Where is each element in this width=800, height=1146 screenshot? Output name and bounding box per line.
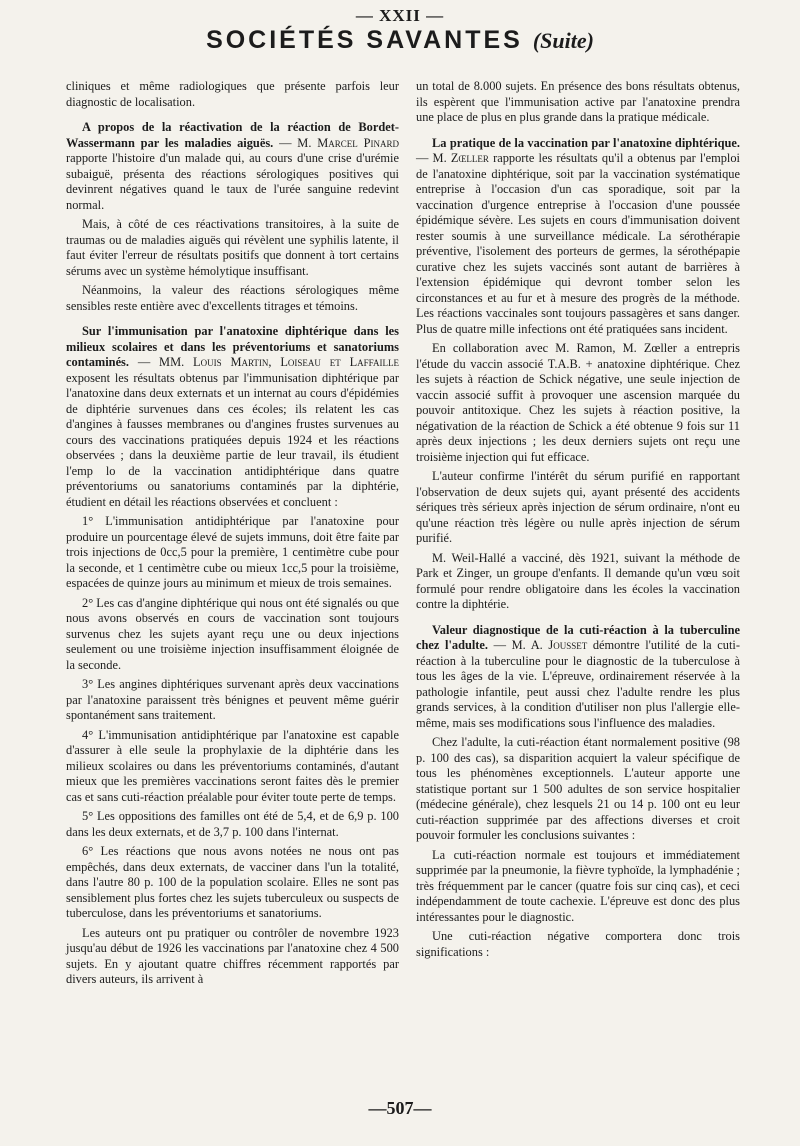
roman-page-number: — XXII — — [355, 6, 445, 25]
section-header — [0, 26, 800, 55]
paragraph-text: 1° L'immunisation antidiphtérique par l'anatoxine pour produire un pourcentage élevé de sujets immuns, doit être faite par trois injections de 0cc,5 pour la première, 1 centimètre cube pour la seconde, et 1 centimètre cube ou mieux 1cc,5 pour la troisième, espacées de quinze jours au minimum et mieux de trois semaines. — [66, 514, 399, 590]
paragraph — [66, 809, 399, 840]
paragraph — [416, 735, 740, 844]
left-column — [66, 79, 399, 992]
paragraph — [66, 596, 399, 674]
paragraph-text: cliniques et même radiologiques que présente parfois leur diagnostic de localisation. — [66, 79, 399, 109]
section-paragraph — [66, 120, 399, 213]
section-paragraph — [66, 324, 399, 510]
paragraph — [416, 551, 740, 613]
paragraph-text: La cuti-réaction normale est toujours et immédiatement supprimée par la pneumonie, la fièvre typhoïde, la lymphadénie ; très fréquemment par le cancer (quatre fois sur cinq cas), et ceci indépendamment de toute cachexie. L'épreuve est donc des plus intéressantes pour le diagnostic. — [416, 847, 740, 924]
paragraph-text: 5° Les oppositions des familles ont été de 5,4, et de 6,9 p. 100 dans les deux externats, et de 3,7 p. 100 dans l'internat. — [66, 809, 399, 839]
paragraph — [416, 848, 740, 926]
paragraph — [66, 926, 399, 988]
paragraph-text: En collaboration avec M. Ramon, M. Zœller a entrepris l'étude du vaccin associé T.A.B. + anatoxine diphtérique. Chez les sujets à réaction de Schick négative, une seule injection de vaccin associé suffit à provoquer une ascension marquée du pouvoir antitoxique. Chez les sujets à réaction positive, la négativation de la réaction de Schick a été obtenue 9 fois sur 11 après deux injections ; les deux derniers sujets ont reçu une troisième injection qui fut efficace. — [416, 341, 740, 464]
paragraph — [416, 929, 740, 960]
paragraph-text: Mais, à côté de ces réactivations transitoires, à la suite de traumas ou de maladies aiguës qui révèlent une syphilis latente, il faut éviter l'erreur de résultats positifs que donnent à tort certains sérums avec un système hémolytique insuffisant. — [66, 217, 399, 278]
paragraph-text: Les auteurs ont pu pratiquer ou contrôler de novembre 1923 jusqu'au début de 1926 les vaccinations par l'anatoxine chez 4 500 sujets. En y ajoutant quatre chiffres récemment rapportés par divers auteurs, ils arrivent à — [66, 925, 399, 986]
paragraph-text: L'auteur confirme l'intérêt du sérum purifié en rapportant l'observation de deux sujets qui, ayant présenté des accidents sériques très sérieux après injection de sérum ordinaire, n'ont eu qu'une réaction très légère ou nulle après injection de sérum purifié. — [416, 469, 740, 545]
continued-paragraph — [66, 79, 399, 110]
paragraph — [66, 728, 399, 806]
paragraph-text: démontre l'utilité de la cuti-réaction à la tuberculine pour le diagnostic de la tuberculose à tous les âges de la vie. L'épreuve, ordinairement réservée à la pathologie infantile, peut aussi chez l'adulte rendre les plus grands services, à la condition d'utiliser non plus l'allergie elle-même, mais ses modifications sous l'influence des maladies. — [416, 638, 740, 730]
section-author: — MM. Louis Martin, Loiseau et Laffaille — [128, 355, 399, 369]
paragraph — [66, 677, 399, 724]
paragraph-text: 4° L'immunisation antidiphtérique par l'anatoxine est capable d'assurer à elle seule la prophylaxie de la diphtérie dans les milieux scolaires ou dans les préventoriums contaminés, d'autant mieux que les premières vaccinations seront faites dès le premier cas et sans cuti-réaction préalable pour éviter toute perte de temps. — [66, 727, 399, 804]
paragraph-text: 3° Les angines diphtériques survenant après deux vaccinations par l'anatoxine paraissent très bénignes et peuvent même guérir spontanément sans traitement. — [66, 677, 399, 722]
continued-paragraph — [416, 79, 740, 126]
paragraph-text: exposent les résultats obtenus par l'immunisation diphtérique par l'anatoxine dans deux externats et un internat au cours d'épidémies de diphtérie survenues dans ces écoles; ils relatent les cas d'angines à fausses membranes ou d'angines frustes survenues au cours des vaccinations pratiquées depuis 1924 et les réactions observées ; dans la deuxième partie de leur travail, ils étudient l'emp lo de la vaccination antidiphtérique dans quatre préventoriums ou sanatoriums contaminés par la diphtérie, étudient en détail les réactions observées et concluent : — [66, 370, 399, 509]
section-heading: La pratique de la vaccination par l'anatoxine diphtérique. — [432, 135, 740, 150]
paragraph — [416, 469, 740, 547]
section-paragraph — [416, 623, 740, 732]
header-suite: (Suite) — [532, 28, 594, 53]
page-number: —507— — [368, 1098, 432, 1118]
section-paragraph — [416, 136, 740, 338]
paragraph — [66, 844, 399, 922]
paragraph-text: M. Weil-Hallé a vacciné, dès 1921, suivant la méthode de Park et Zinger, un groupe d'enfants. Il demande qu'un vœu soit formulé pour rendre obligatoire dans les écoles la vaccination contre la diphtérie. — [416, 550, 740, 611]
section-author: — M. Zœller — [416, 151, 489, 165]
paragraph-text: Chez l'adulte, la cuti-réaction étant normalement positive (98 p. 100 des cas), sa disparition acquiert la valeur spécifique de tous les phénomènes exceptionnels. L'auteur apporte une statistique portant sur 1 500 adultes de son service hospitalier (médecine générale), chez lesquels 21 ou 14 p. 100 ont eu leur cuti-réaction supprimée par des affections diverses et croit pouvoir formuler les conclusions suivantes : — [416, 735, 740, 842]
paragraph-text: rapporte l'histoire d'un malade qui, au cours d'une crise d'urémie subaiguë, présenta des réactions sérologiques positives qui devinrent négatives quand le taux de l'urée sanguine redevint normal. — [66, 151, 399, 212]
paragraph — [66, 283, 399, 314]
right-column — [416, 79, 740, 964]
paragraph — [66, 514, 399, 592]
section-heading: Sur l'immunisation par l'anatoxine diphtérique dans les milieux scolaires et dans les préventoriums et sanatoriums contaminés. — [66, 324, 399, 369]
section-author: — M. A. Jousset — [488, 638, 588, 652]
section-heading: A propos de la réactivation de la réaction de Bordet-Wassermann par les maladies aiguës. — [66, 120, 399, 150]
paragraph-text: Une cuti-réaction négative comportera donc trois significations : — [416, 929, 740, 959]
paragraph-text: 6° Les réactions que nous avons notées ne nous ont pas empêchés, dans deux externats, de vacciner dans l'un la totalité, dans l'autre 80 p. 100 de la population scolaire. Elles ne sont pas sensiblement plus fortes chez les sujets tuberculeux ou suspects de tuberculose, dans les préventoriums et sanatoriums. — [66, 844, 399, 920]
header-title: SOCIÉTÉS SAVANTES — [206, 26, 523, 54]
section-author: — M. Marcel Pinard — [273, 135, 399, 150]
paragraph-text: un total de 8.000 sujets. En présence des bons résultats obtenus, ils espèrent que l'immunisation active par l'anatoxine prendra une place de plus en plus grande dans la pratique médicale. — [416, 79, 740, 124]
paragraph-text: rapporte les résultats qu'il a obtenus par l'emploi de l'anatoxine diphtérique, soit par la vaccination systématique entreprise à l'occasion d'un cas sporadique, soit par la vaccination d'urgence entreprise à l'occasion d'une poussée épidémique sévère. Les sujets en cours d'immunisation doivent rester soumis à une surveillance médicale. La sérothérapie préventive, l'isolement des porteurs de germes, la sérothépapie curative chez les sujets vaccinés sont autant de barrières à l'extension épidémique qui devront tomber selon les circonstances et au fur et à mesure des progrès de la méthode. Les réactions vaccinales sont toujours passagères et sans danger. Plus de quatre mille infections ont été pratiquées sans incident. — [416, 151, 740, 336]
section-heading: Valeur diagnostique de la cuti-réaction à la tuberculine chez l'adulte. — [416, 622, 740, 652]
paragraph-text: Néanmoins, la valeur des réactions sérologiques même sensibles reste entière avec d'excellents titrages et témoins. — [66, 283, 399, 313]
paragraph — [416, 341, 740, 465]
paragraph-text: 2° Les cas d'angine diphtérique qui nous ont été signalés ou que nous avons observés en cours de vaccination sont toujours survenus chez les sujets ayant reçu une ou deux injections seulement ou une troisième injection insuffisamment éloignée de la seconde. — [66, 595, 399, 672]
paragraph — [66, 217, 399, 279]
